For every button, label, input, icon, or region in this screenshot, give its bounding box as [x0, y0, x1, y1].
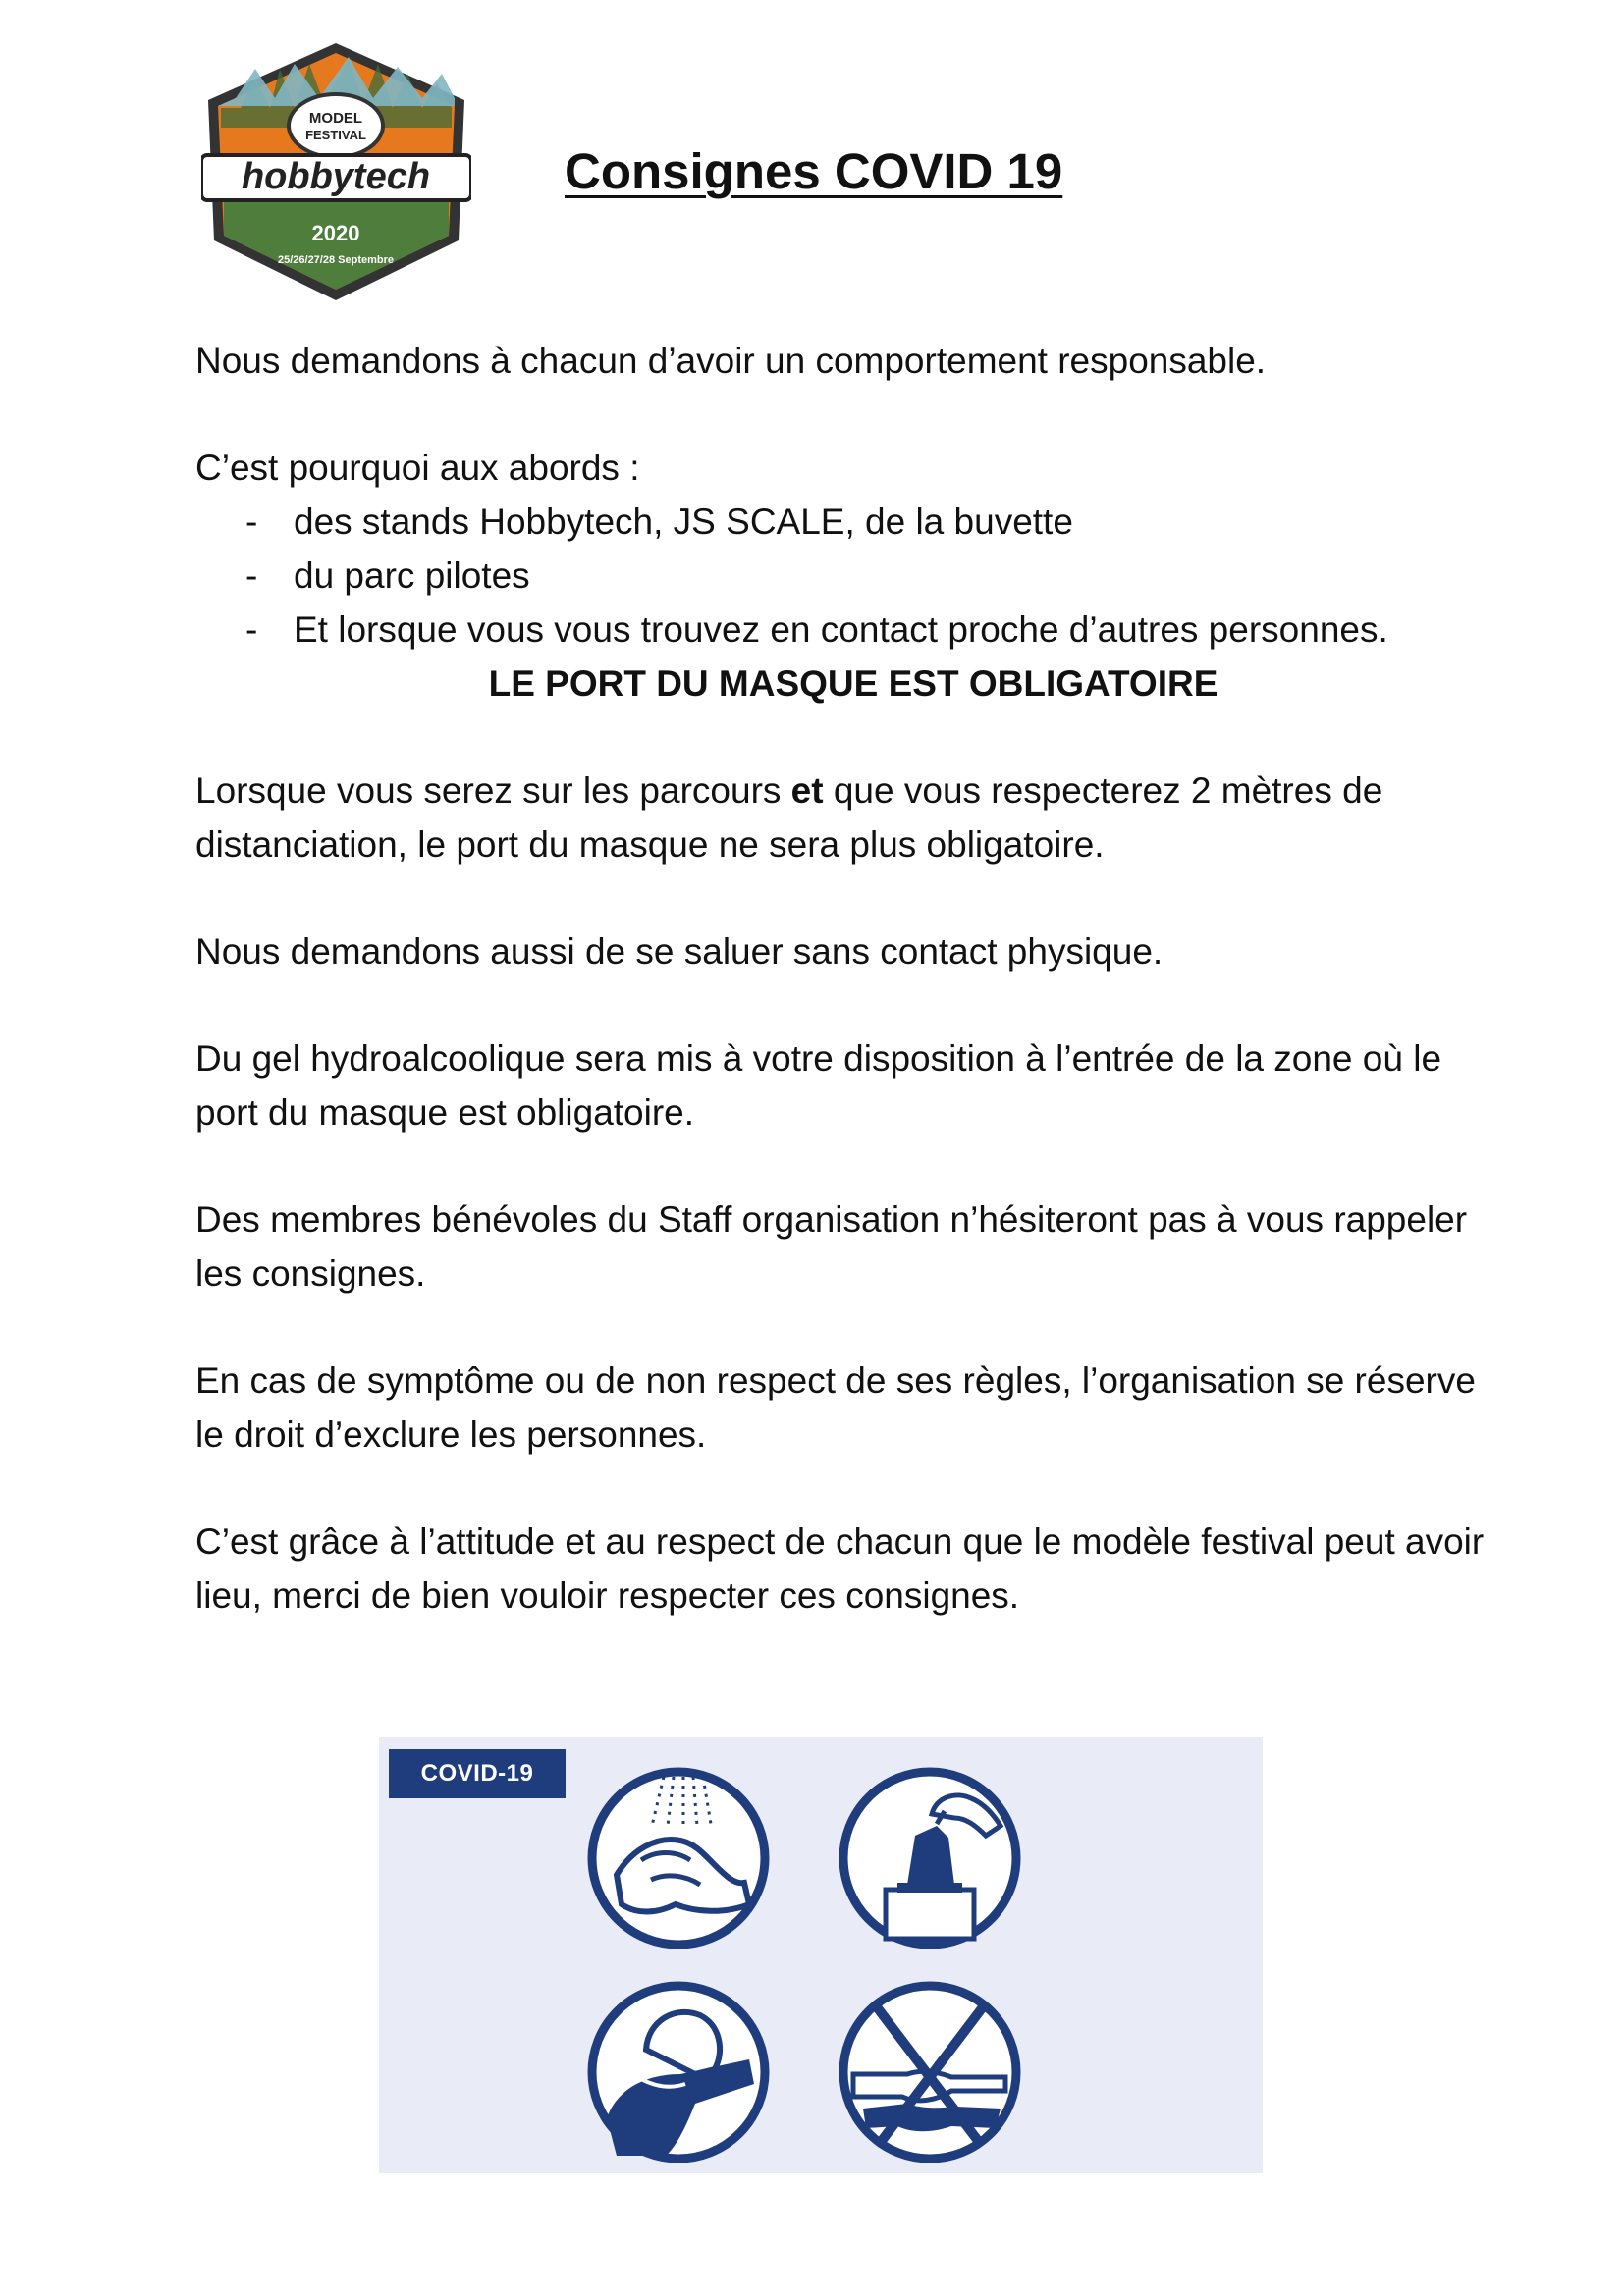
hobbytech-logo	[201, 39, 471, 304]
logo-year-text: 2020	[311, 221, 360, 245]
body-text	[195, 334, 1491, 1676]
covid-pictograms	[379, 1737, 1263, 2173]
list-item: - des stands Hobbytech, JS SCALE, de la buvette	[195, 495, 1491, 549]
paragraph-staff: Des membres bénévoles du Staff organisation n’hésiteront pas à vous rappeler les consignes.	[195, 1200, 1468, 1294]
logo-model-text: MODEL	[308, 110, 363, 127]
text-span: Lorsque vous serez sur les parcours	[195, 771, 791, 811]
cough-elbow-icon	[587, 1981, 770, 2163]
logo-brand-text: hobbytech	[241, 156, 431, 197]
list-item: - du parc pilotes	[195, 549, 1491, 603]
text-span: que vous respecterez 2 mètres de distanciation, le port du masque ne sera plus obligatoire.	[195, 771, 1383, 865]
paragraph-responsible: Nous demandons à chacun d’avoir un comportement responsable.	[195, 341, 1267, 381]
bold-span: et	[790, 771, 824, 811]
tissue-bin-icon	[839, 1767, 1021, 1949]
wash-hands-icon	[587, 1767, 770, 1949]
paragraph-distancing	[195, 764, 1491, 872]
list-item: - Et lorsque vous vous trouvez en contact proche d’autres personnes.	[195, 603, 1491, 657]
mask-mandatory-notice: LE PORT DU MASQUE EST OBLIGATOIRE	[488, 664, 1218, 704]
covid-badge: COVID-19	[389, 1749, 566, 1798]
paragraph-closing: C’est grâce à l’attitude et au respect de chacun que le modèle festival peut avoir lieu, merci de bien vouloir respecter ces consignes.	[195, 1522, 1485, 1616]
paragraph-gel: Du gel hydroalcoolique sera mis à votre disposition à l’entrée de la zone où le port du masque est obligatoire.	[195, 1039, 1442, 1133]
paragraph-exclusion: En cas de symptôme ou de non respect de ses règles, l’organisation se réserve le droit d’exclure les personnes.	[195, 1361, 1476, 1455]
no-handshake-icon	[839, 1981, 1021, 2163]
page-title: Consignes COVID 19	[565, 143, 1063, 199]
paragraph-greeting: Nous demandons aussi de se saluer sans contact physique.	[195, 932, 1164, 972]
paragraph-abords-lead: C’est pourquoi aux abords :	[195, 448, 640, 488]
logo-dates-text: 25/26/27/28 Septembre	[277, 254, 395, 266]
abords-list	[195, 495, 1491, 657]
logo-festival-text: FESTIVAL	[305, 128, 366, 142]
